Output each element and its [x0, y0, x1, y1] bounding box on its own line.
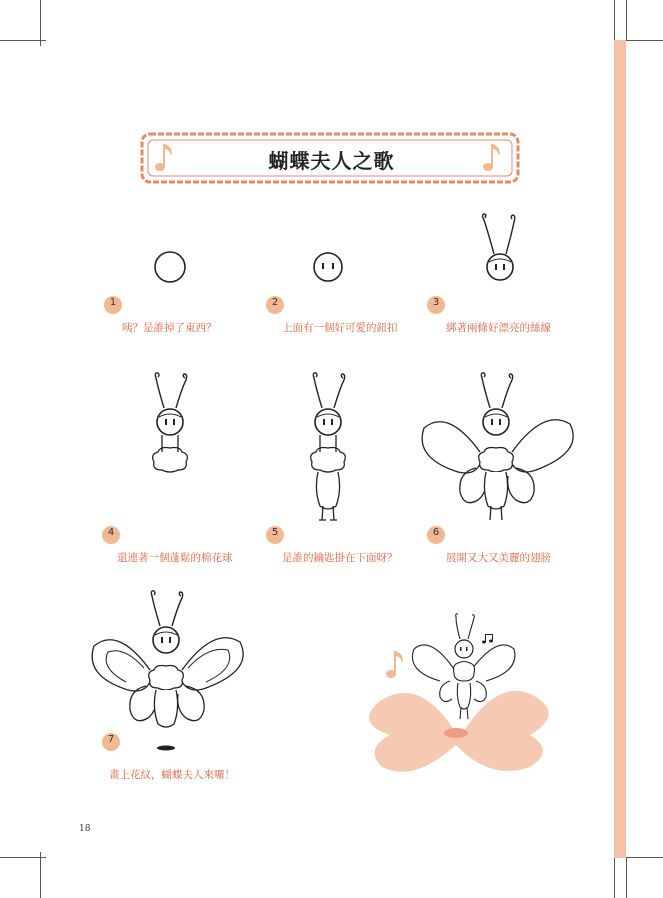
crop-mark: [622, 857, 663, 858]
crop-mark: [0, 857, 46, 858]
step-icon: [427, 296, 445, 314]
side-stripe: [614, 40, 626, 858]
step-1-drawing: [150, 248, 190, 288]
step-number: 5: [271, 527, 279, 538]
step-caption: 綁著兩條好漂亮的絲線: [446, 322, 551, 334]
step-number: 6: [432, 527, 440, 538]
step-icon: [102, 733, 120, 751]
music-note-icon: [482, 634, 493, 644]
step-7-drawing: [88, 586, 248, 756]
crop-mark: [622, 40, 663, 41]
flower-butterfly-illustration: [360, 605, 560, 785]
step-3-drawing: [470, 210, 530, 290]
step-4-drawing: [140, 368, 200, 488]
crop-mark: [0, 40, 46, 41]
step-caption: 是誰的鑰匙掛在下面呀？: [282, 552, 398, 564]
step-number: 3: [432, 297, 440, 308]
step-caption: 展開又大又美麗的翅膀: [446, 552, 551, 564]
step-number: 7: [107, 734, 115, 745]
crop-mark: [626, 858, 627, 898]
step-icon: [266, 296, 284, 314]
step-caption: 還連著一個蓬鬆的棉花球: [117, 552, 233, 564]
step-icon: [102, 526, 120, 544]
step-number: 2: [271, 297, 279, 308]
crop-mark: [626, 0, 627, 40]
step-number: 1: [109, 297, 117, 308]
step-number: 4: [107, 527, 115, 538]
crop-mark: [614, 0, 615, 40]
step-caption: 咦？是誰掉了東西？: [122, 322, 217, 334]
step-2-drawing: [308, 248, 348, 288]
music-note-icon: [386, 651, 403, 678]
step-icon: [427, 526, 445, 544]
crop-mark: [40, 852, 41, 898]
step-icon: [104, 296, 122, 314]
step-5-drawing: [298, 368, 358, 523]
step-6-drawing: [418, 368, 578, 523]
step-caption: 上面有一個好可愛的鈕扣: [282, 322, 398, 334]
step-icon: [266, 526, 284, 544]
page-number: 18: [79, 824, 91, 834]
crop-mark: [614, 858, 615, 898]
step-caption: 畫上花紋，蝴蝶夫人來囉！: [109, 769, 235, 781]
